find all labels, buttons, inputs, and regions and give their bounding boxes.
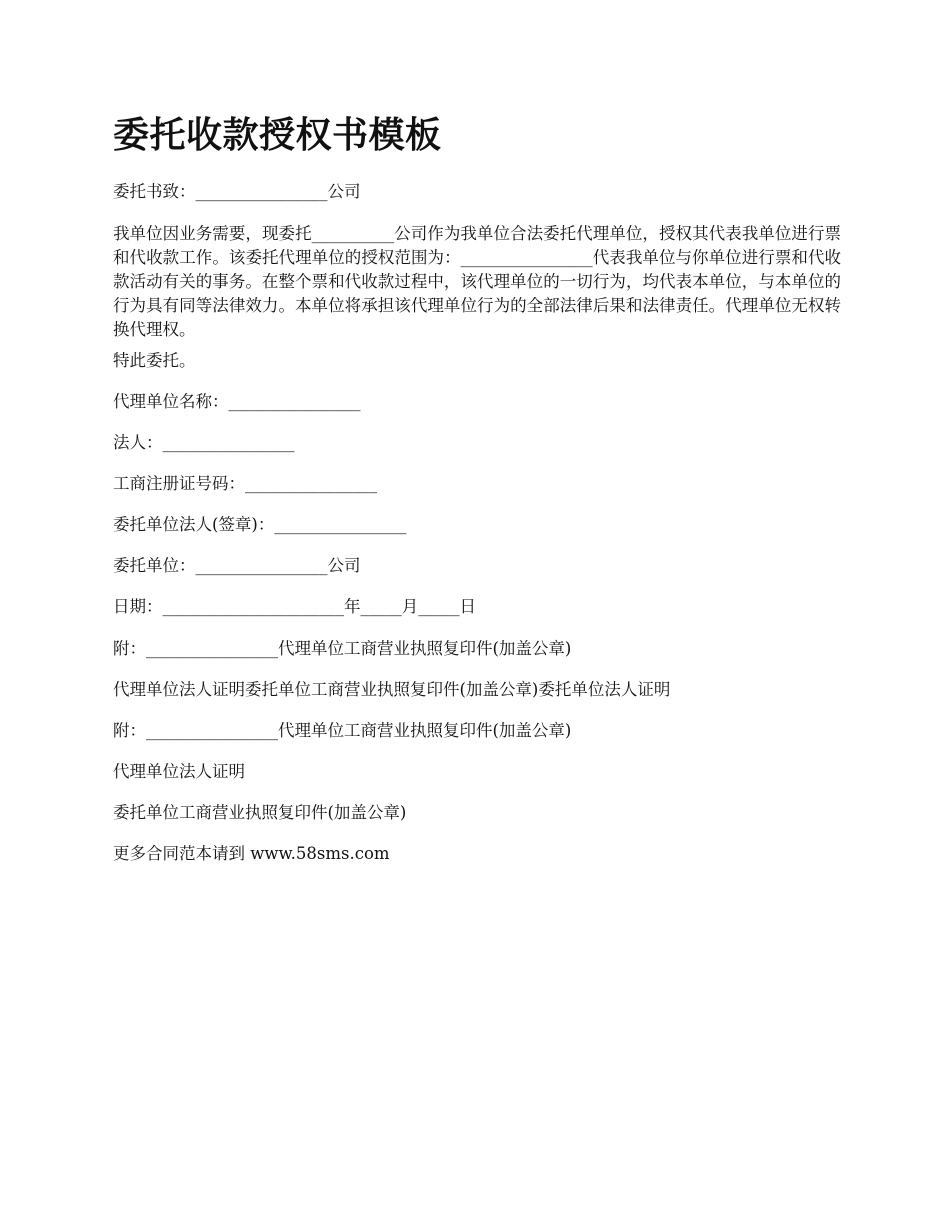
- closing-line: 特此委托。: [113, 351, 196, 370]
- attachment-line-1: 附：________________代理单位工商营业执照复印件(加盖公章): [113, 639, 572, 658]
- date-field: 日期：______________________年_____月_____日: [113, 597, 476, 616]
- principal-unit-field: 委托单位：________________公司: [113, 556, 361, 575]
- body-paragraph: 我单位因业务需要，现委托__________公司作为我单位合法委托代理单位，授权其代表我单位进行票和代收款工作。该委托代理单位的授权范围为：________________代表我单位与你单位进行票和代收款活动有关的事务。在整个票和代收款过程中，该代理单位的一切行为，均代表本单位，与本单位的行为具有同等法律效力。本单位将承担该代理单位行为的全部法律后果和法律责任。代理单位无权转换代理权。: [113, 224, 841, 339]
- attachment-line-2: 附：________________代理单位工商营业执照复印件(加盖公章): [113, 721, 572, 740]
- document-title: 委托收款授权书模板: [113, 115, 442, 156]
- legal-person-field: 法人：________________: [113, 433, 295, 452]
- principal-license-line: 委托单位工商营业执照复印件(加盖公章): [113, 803, 407, 822]
- footer-line: 更多合同范本请到 www.58sms.com: [113, 844, 390, 863]
- registration-number-field: 工商注册证号码：________________: [113, 474, 377, 493]
- principal-legal-seal-field: 委托单位法人(签章)：________________: [113, 515, 407, 534]
- attachment-combined-line: 代理单位法人证明委托单位工商营业执照复印件(加盖公章)委托单位法人证明: [113, 680, 671, 699]
- agent-legal-certificate-line: 代理单位法人证明: [113, 762, 245, 781]
- agent-name-field: 代理单位名称：________________: [113, 392, 361, 411]
- addressee-line: 委托书致：________________公司: [113, 182, 361, 201]
